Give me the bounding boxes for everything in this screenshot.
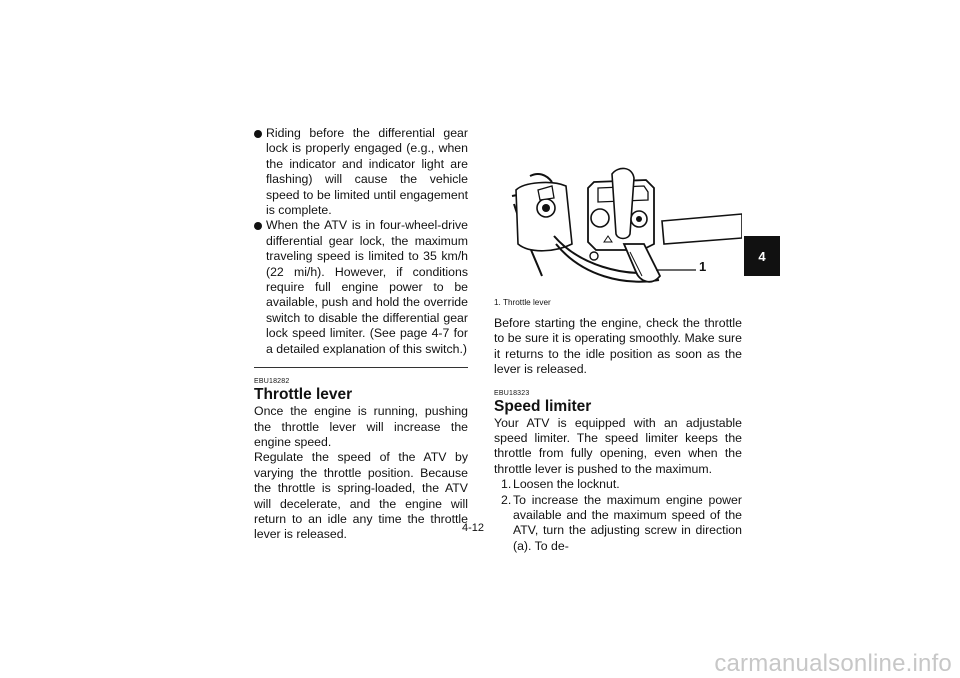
section-divider — [254, 367, 468, 368]
figure-callout-1: 1 — [699, 259, 707, 274]
steps-list — [494, 477, 742, 554]
section-title-speed-limiter: Speed limiter — [494, 397, 592, 415]
watermark: carmanualsonline.info — [714, 650, 952, 677]
page-number: 4-12 — [462, 522, 485, 534]
step-text: Loosen the locknut. — [513, 477, 620, 492]
section-code: EBU18323 — [494, 389, 530, 397]
step-item — [494, 477, 742, 492]
step-text: To increase the maximum engine power available and the maximum speed of the ATV, turn the adjusting screw in direction (a). To de- — [513, 492, 742, 553]
chapter-tab: 4 — [744, 236, 780, 276]
paragraph: Before starting the engine, check the throttle to be sure it is operating smoothly. Make sure it returns to the idle position as soon as the lever is released. — [494, 316, 742, 377]
bullet-item: When the ATV is in four-wheel-drive differential gear lock, the maximum traveling speed is limited to 35 km/h (22 mi/h). However, if conditions require full engine power to be available, push and hold the override switch to disable the differential gear lock speed limiter. (See page 4-7 for a detailed explanation of this switch.) — [254, 218, 468, 357]
left-column — [254, 126, 468, 543]
step-number: 1. — [501, 477, 512, 492]
bullet-dot-icon — [254, 222, 262, 230]
paragraph: Once the engine is running, pushing the throttle lever will increase the engine speed. — [254, 404, 468, 449]
caution-bullet-list — [254, 126, 468, 357]
section-title-throttle-lever: Throttle lever — [254, 386, 353, 404]
right-column — [494, 126, 742, 554]
bullet-dot-icon — [254, 130, 262, 138]
paragraph: Regulate the speed of the ATV by varying the throttle position. Because the throttle is spring-loaded, the ATV will decelerate, and the engine will return to an idle any time the throttle lever is released. — [254, 450, 468, 542]
section-code: EBU18282 — [254, 378, 290, 386]
bullet-item: Riding before the differential gear lock is properly engaged (e.g., when the indicator and indicator light are flashing) will cause the vehicle speed to be limited until engagement is complete. — [254, 126, 468, 218]
throttle-lever-figure — [494, 126, 742, 296]
paragraph: Your ATV is equipped with an adjustable speed limiter. The speed limiter keeps the throttle from fully opening, even when the throttle lever is pushed to the maximum. — [494, 415, 742, 476]
step-number: 2. — [501, 492, 512, 507]
figure-caption: 1. Throttle lever — [494, 298, 551, 307]
step-item — [494, 493, 742, 555]
